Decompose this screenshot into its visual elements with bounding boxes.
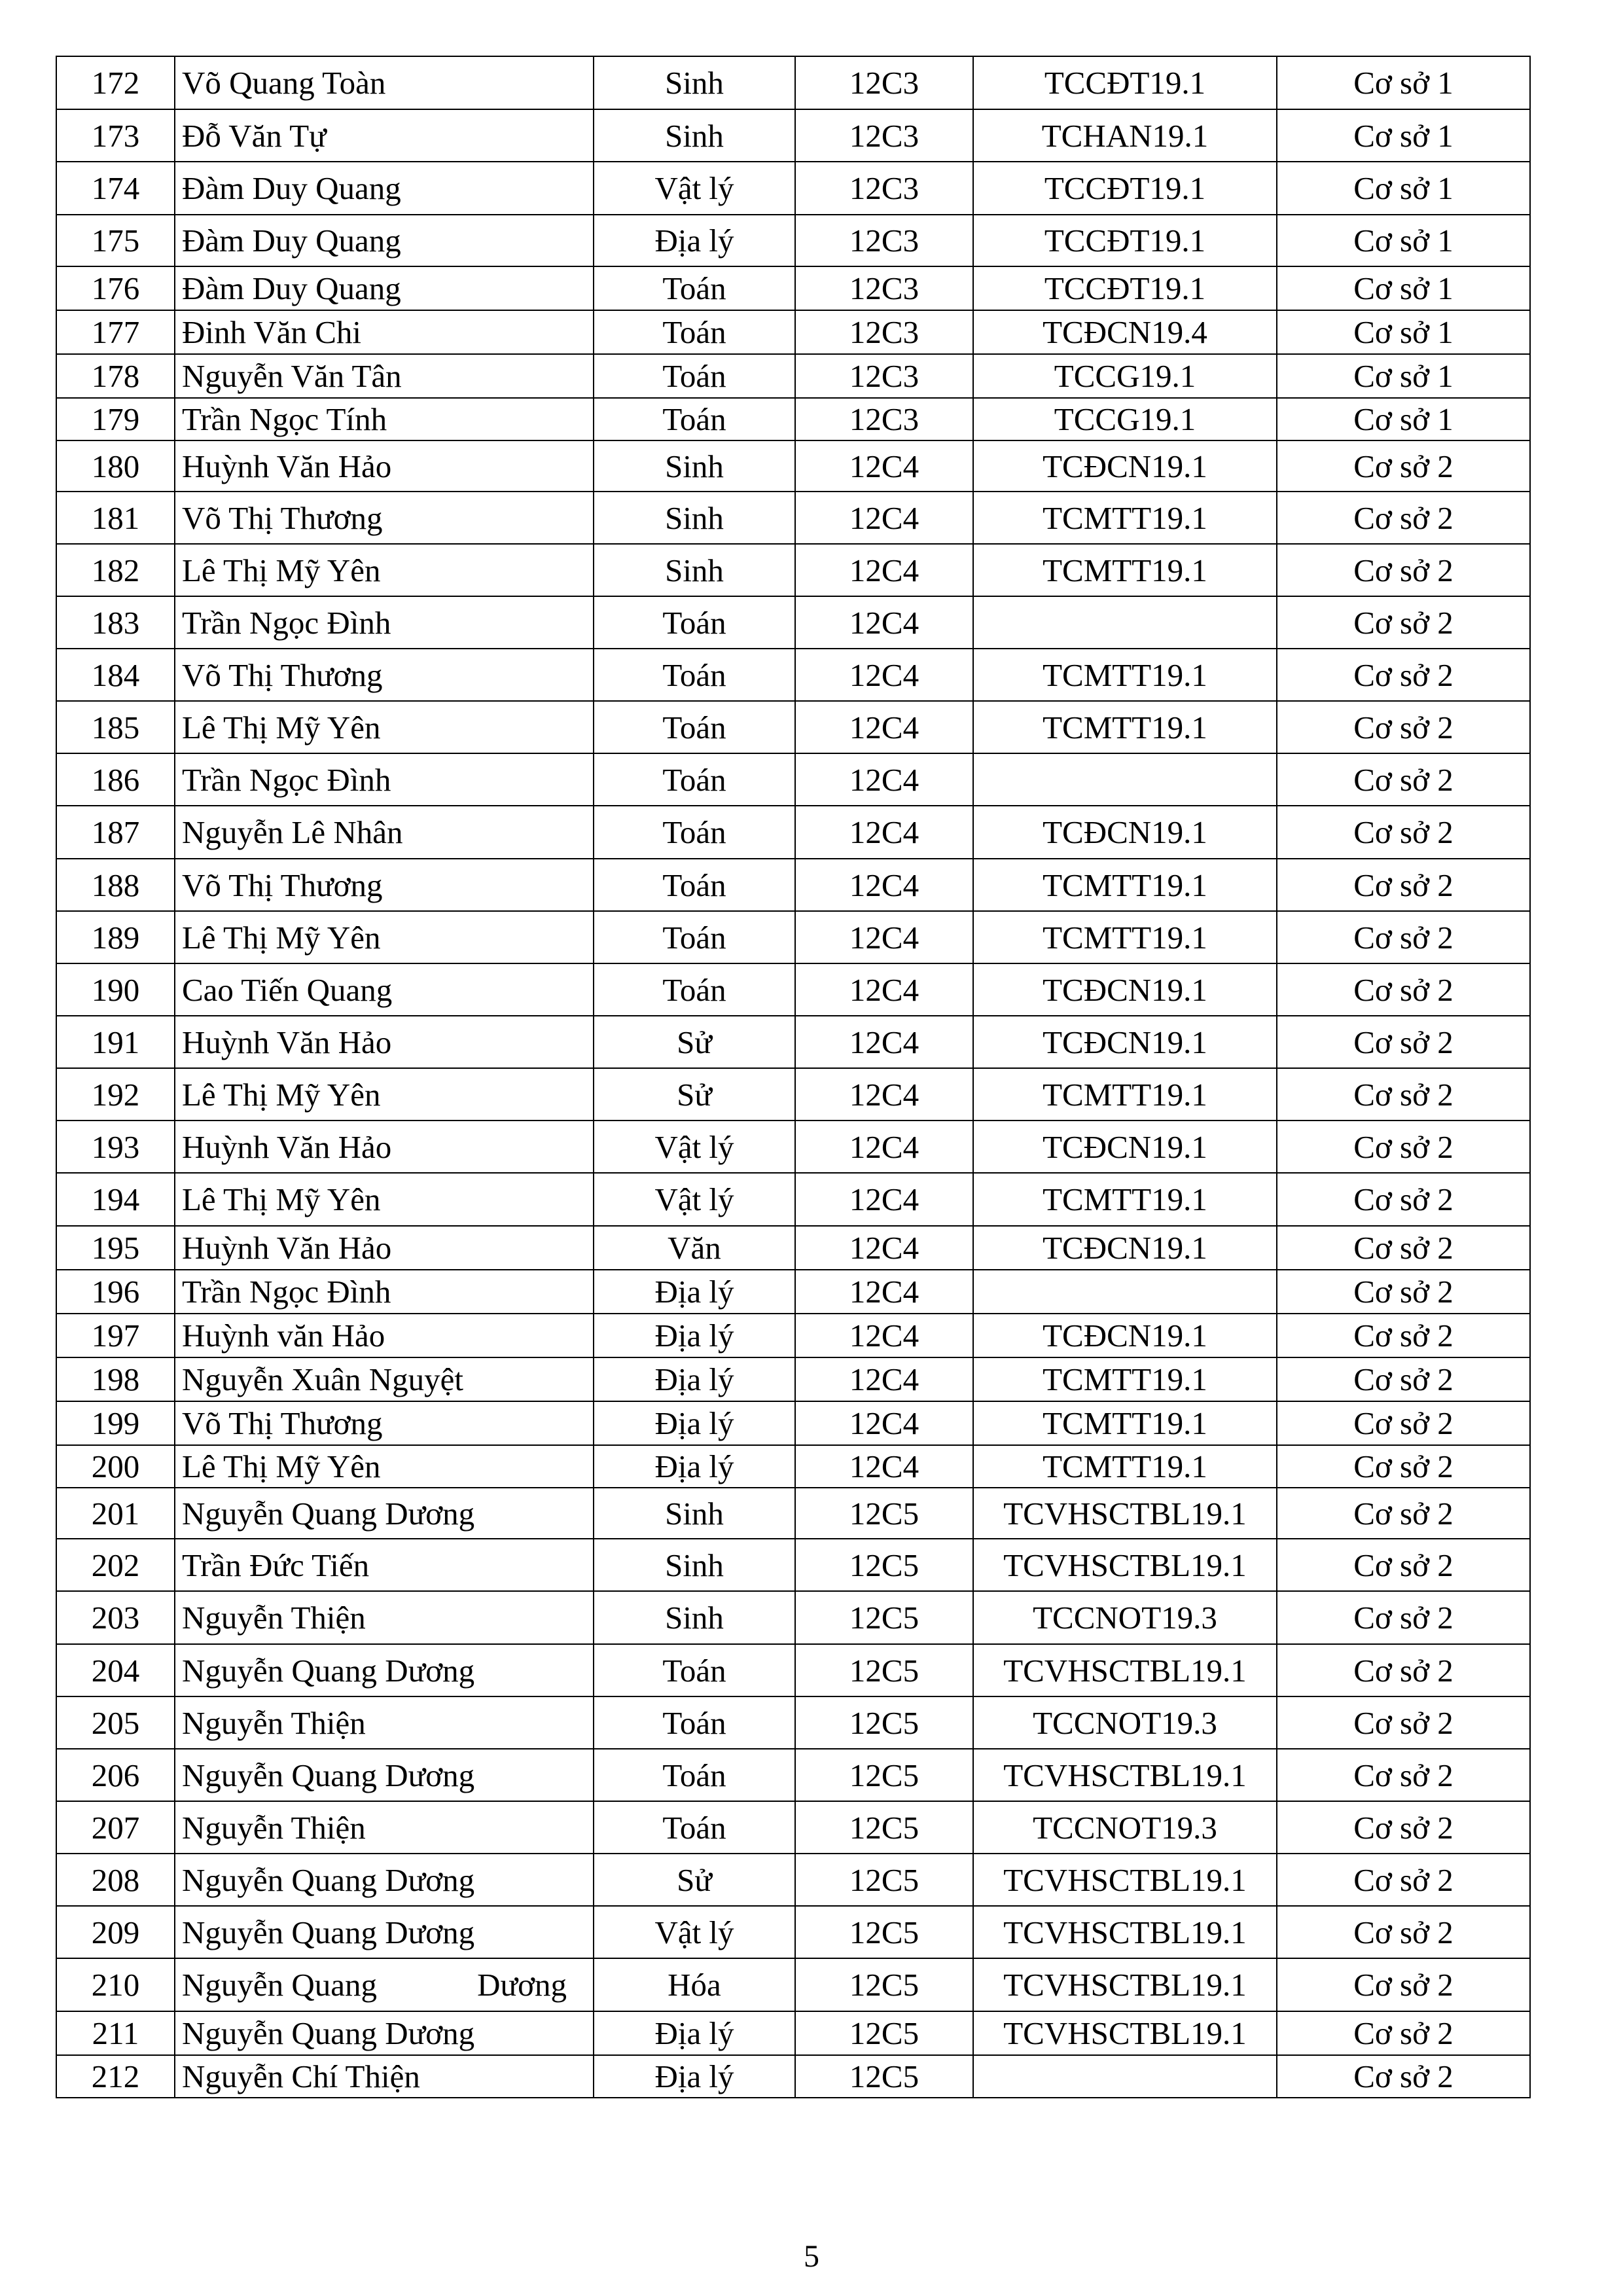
name-last-part: Dương — [477, 1967, 567, 2003]
cell-name: Nguyễn Thiện — [175, 1801, 594, 1854]
cell-code: TCMTT19.1 — [973, 859, 1277, 911]
cell-class: 12C3 — [795, 56, 973, 109]
cell-site: Cơ sở 2 — [1277, 1696, 1530, 1749]
cell-name: Huỳnh Văn Hảo — [175, 1016, 594, 1068]
cell-code: TCCNOT19.3 — [973, 1801, 1277, 1854]
cell-name: Huỳnh Văn Hảo — [175, 1226, 594, 1270]
cell-name: Nguyễn Thiện — [175, 1591, 594, 1644]
table-row — [56, 1226, 1530, 1270]
cell-no: 203 — [56, 1591, 175, 1644]
cell-class: 12C3 — [795, 398, 973, 440]
table-row — [56, 1906, 1530, 1958]
cell-site: Cơ sở 2 — [1277, 1401, 1530, 1445]
cell-name: Nguyễn Xuân Nguyệt — [175, 1357, 594, 1401]
cell-no: 206 — [56, 1749, 175, 1801]
cell-code: TCMTT19.1 — [973, 492, 1277, 544]
cell-subject: Sinh — [594, 1539, 795, 1591]
cell-subject: Địa lý — [594, 1314, 795, 1357]
cell-class: 12C5 — [795, 1591, 973, 1644]
cell-subject: Sinh — [594, 544, 795, 596]
table-row — [56, 266, 1530, 310]
cell-class: 12C3 — [795, 354, 973, 398]
cell-no: 207 — [56, 1801, 175, 1854]
table-row — [56, 806, 1530, 859]
cell-site: Cơ sở 2 — [1277, 2011, 1530, 2055]
table-row — [56, 701, 1530, 753]
cell-site: Cơ sở 2 — [1277, 1357, 1530, 1401]
table-row — [56, 354, 1530, 398]
table-row — [56, 544, 1530, 596]
cell-name: Nguyễn Quang Dương — [175, 2011, 594, 2055]
cell-class: 12C4 — [795, 544, 973, 596]
table-row — [56, 963, 1530, 1016]
table-row — [56, 1121, 1530, 1173]
cell-code: TCVHSCTBL19.1 — [973, 2011, 1277, 2055]
cell-name: Võ Quang Toàn — [175, 56, 594, 109]
cell-site: Cơ sở 2 — [1277, 1121, 1530, 1173]
cell-code: TCMTT19.1 — [973, 701, 1277, 753]
cell-code: TCVHSCTBL19.1 — [973, 1644, 1277, 1696]
cell-subject: Địa lý — [594, 1445, 795, 1488]
cell-code: TCVHSCTBL19.1 — [973, 1749, 1277, 1801]
cell-class: 12C4 — [795, 596, 973, 649]
cell-class: 12C4 — [795, 1401, 973, 1445]
cell-class: 12C3 — [795, 162, 973, 215]
cell-class: 12C4 — [795, 1173, 973, 1226]
cell-site: Cơ sở 2 — [1277, 1488, 1530, 1539]
cell-code: TCĐCN19.1 — [973, 1226, 1277, 1270]
cell-code: TCCNOT19.3 — [973, 1696, 1277, 1749]
cell-subject: Toán — [594, 806, 795, 859]
cell-class: 12C3 — [795, 310, 973, 354]
cell-site: Cơ sở 2 — [1277, 1270, 1530, 1314]
cell-name: Võ Thị Thương — [175, 1401, 594, 1445]
cell-class: 12C5 — [795, 1906, 973, 1958]
cell-name: Đinh Văn Chi — [175, 310, 594, 354]
cell-no: 173 — [56, 109, 175, 162]
cell-no: 212 — [56, 2055, 175, 2098]
cell-subject: Sinh — [594, 109, 795, 162]
cell-no: 200 — [56, 1445, 175, 1488]
cell-no: 196 — [56, 1270, 175, 1314]
table-row — [56, 1591, 1530, 1644]
table-row — [56, 162, 1530, 215]
cell-class: 12C5 — [795, 1539, 973, 1591]
table-row — [56, 1488, 1530, 1539]
table-row — [56, 649, 1530, 701]
table-row — [56, 1854, 1530, 1906]
cell-subject: Vật lý — [594, 1121, 795, 1173]
cell-site: Cơ sở 2 — [1277, 649, 1530, 701]
cell-name: Lê Thị Mỹ Yên — [175, 1445, 594, 1488]
cell-name: Võ Thị Thương — [175, 649, 594, 701]
cell-site: Cơ sở 2 — [1277, 963, 1530, 1016]
cell-no: 187 — [56, 806, 175, 859]
cell-code: TCVHSCTBL19.1 — [973, 1906, 1277, 1958]
cell-code: TCCG19.1 — [973, 398, 1277, 440]
page-number: 5 — [804, 2239, 819, 2274]
cell-subject: Địa lý — [594, 215, 795, 266]
table-row — [56, 1401, 1530, 1445]
cell-class: 12C4 — [795, 859, 973, 911]
cell-code: TCĐCN19.1 — [973, 1016, 1277, 1068]
cell-class: 12C4 — [795, 963, 973, 1016]
cell-site: Cơ sở 1 — [1277, 215, 1530, 266]
cell-site: Cơ sở 2 — [1277, 859, 1530, 911]
cell-name: Lê Thị Mỹ Yên — [175, 701, 594, 753]
cell-code: TCVHSCTBL19.1 — [973, 1488, 1277, 1539]
table-row — [56, 1445, 1530, 1488]
table-row — [56, 56, 1530, 109]
cell-code: TCMTT19.1 — [973, 1445, 1277, 1488]
cell-class: 12C3 — [795, 266, 973, 310]
cell-code: TCCĐT19.1 — [973, 56, 1277, 109]
cell-name: Đỗ Văn Tự — [175, 109, 594, 162]
cell-name: Nguyễn Thiện — [175, 1696, 594, 1749]
table-row — [56, 2011, 1530, 2055]
cell-site: Cơ sở 1 — [1277, 310, 1530, 354]
cell-site: Cơ sở 2 — [1277, 1539, 1530, 1591]
cell-no: 188 — [56, 859, 175, 911]
cell-code: TCMTT19.1 — [973, 1173, 1277, 1226]
cell-name: Nguyễn Văn Tân — [175, 354, 594, 398]
cell-class: 12C5 — [795, 1749, 973, 1801]
cell-subject: Toán — [594, 354, 795, 398]
cell-subject: Sinh — [594, 492, 795, 544]
cell-site: Cơ sở 1 — [1277, 109, 1530, 162]
cell-site: Cơ sở 2 — [1277, 492, 1530, 544]
cell-class: 12C5 — [795, 1644, 973, 1696]
cell-code: TCĐCN19.1 — [973, 806, 1277, 859]
cell-subject: Toán — [594, 649, 795, 701]
cell-subject: Toán — [594, 859, 795, 911]
table-row — [56, 753, 1530, 806]
cell-class: 12C4 — [795, 1270, 973, 1314]
cell-no: 180 — [56, 440, 175, 492]
cell-subject: Sinh — [594, 1591, 795, 1644]
cell-subject: Sinh — [594, 1488, 795, 1539]
cell-name: Trần Ngọc Đình — [175, 753, 594, 806]
cell-class: 12C5 — [795, 2011, 973, 2055]
cell-name: Lê Thị Mỹ Yên — [175, 1068, 594, 1121]
table-row — [56, 1696, 1530, 1749]
cell-site: Cơ sở 2 — [1277, 596, 1530, 649]
cell-code: TCCĐT19.1 — [973, 266, 1277, 310]
cell-code: TCCG19.1 — [973, 354, 1277, 398]
cell-code: TCMTT19.1 — [973, 1401, 1277, 1445]
cell-site: Cơ sở 2 — [1277, 1016, 1530, 1068]
cell-site: Cơ sở 2 — [1277, 440, 1530, 492]
cell-name — [175, 1958, 594, 2011]
cell-no: 209 — [56, 1906, 175, 1958]
cell-no: 192 — [56, 1068, 175, 1121]
cell-name: Cao Tiến Quang — [175, 963, 594, 1016]
cell-subject: Vật lý — [594, 1906, 795, 1958]
cell-site: Cơ sở 2 — [1277, 2055, 1530, 2098]
cell-subject: Toán — [594, 266, 795, 310]
cell-no: 177 — [56, 310, 175, 354]
cell-class: 12C4 — [795, 1121, 973, 1173]
table-row — [56, 1173, 1530, 1226]
cell-site: Cơ sở 1 — [1277, 162, 1530, 215]
cell-site: Cơ sở 2 — [1277, 1445, 1530, 1488]
table-row — [56, 1270, 1530, 1314]
cell-code — [973, 596, 1277, 649]
cell-code: TCMTT19.1 — [973, 544, 1277, 596]
cell-code: TCVHSCTBL19.1 — [973, 1539, 1277, 1591]
cell-no: 184 — [56, 649, 175, 701]
cell-name: Nguyễn Lê Nhân — [175, 806, 594, 859]
cell-no: 195 — [56, 1226, 175, 1270]
cell-name: Trần Ngọc Đình — [175, 596, 594, 649]
cell-site: Cơ sở 2 — [1277, 1958, 1530, 2011]
cell-site: Cơ sở 2 — [1277, 1749, 1530, 1801]
cell-name: Huỳnh văn Hảo — [175, 1314, 594, 1357]
cell-subject: Địa lý — [594, 1357, 795, 1401]
cell-subject: Văn — [594, 1226, 795, 1270]
cell-subject: Toán — [594, 911, 795, 963]
student-list-table — [56, 56, 1531, 2098]
cell-class: 12C4 — [795, 911, 973, 963]
cell-site: Cơ sở 2 — [1277, 1314, 1530, 1357]
cell-subject: Địa lý — [594, 2055, 795, 2098]
cell-subject: Toán — [594, 1696, 795, 1749]
cell-site: Cơ sở 1 — [1277, 354, 1530, 398]
cell-subject: Toán — [594, 1749, 795, 1801]
cell-name-spread — [182, 1969, 586, 2001]
cell-no: 205 — [56, 1696, 175, 1749]
table-row — [56, 1357, 1530, 1401]
table-row — [56, 398, 1530, 440]
cell-site: Cơ sở 2 — [1277, 753, 1530, 806]
cell-code: TCMTT19.1 — [973, 1068, 1277, 1121]
cell-site: Cơ sở 1 — [1277, 56, 1530, 109]
cell-subject: Sinh — [594, 56, 795, 109]
cell-name: Đàm Duy Quang — [175, 266, 594, 310]
cell-name: Nguyễn Quang Dương — [175, 1906, 594, 1958]
cell-name: Nguyễn Quang Dương — [175, 1644, 594, 1696]
cell-no: 172 — [56, 56, 175, 109]
cell-subject: Vật lý — [594, 162, 795, 215]
table-row — [56, 215, 1530, 266]
cell-code: TCCĐT19.1 — [973, 162, 1277, 215]
cell-class: 12C5 — [795, 1488, 973, 1539]
cell-class: 12C4 — [795, 1445, 973, 1488]
cell-subject: Địa lý — [594, 1401, 795, 1445]
cell-name: Huỳnh Văn Hảo — [175, 1121, 594, 1173]
cell-subject: Toán — [594, 753, 795, 806]
cell-site: Cơ sở 2 — [1277, 701, 1530, 753]
cell-code: TCĐCN19.1 — [973, 1121, 1277, 1173]
cell-class: 12C4 — [795, 1068, 973, 1121]
cell-class: 12C5 — [795, 1958, 973, 2011]
cell-site: Cơ sở 2 — [1277, 1068, 1530, 1121]
table-row — [56, 1539, 1530, 1591]
cell-subject: Toán — [594, 963, 795, 1016]
table-body — [56, 56, 1530, 2098]
cell-name: Nguyễn Quang Dương — [175, 1488, 594, 1539]
cell-class: 12C4 — [795, 440, 973, 492]
table-row — [56, 1068, 1530, 1121]
cell-no: 178 — [56, 354, 175, 398]
cell-name: Võ Thị Thương — [175, 492, 594, 544]
table-row — [56, 1644, 1530, 1696]
name-first-part: Nguyễn Quang — [182, 1967, 378, 2003]
cell-class: 12C4 — [795, 701, 973, 753]
cell-class: 12C3 — [795, 215, 973, 266]
cell-site: Cơ sở 2 — [1277, 806, 1530, 859]
cell-subject: Toán — [594, 701, 795, 753]
table-row — [56, 440, 1530, 492]
cell-site: Cơ sở 2 — [1277, 1644, 1530, 1696]
cell-no: 193 — [56, 1121, 175, 1173]
cell-name: Đàm Duy Quang — [175, 162, 594, 215]
cell-no: 201 — [56, 1488, 175, 1539]
cell-class: 12C4 — [795, 492, 973, 544]
cell-code: TCVHSCTBL19.1 — [973, 1854, 1277, 1906]
cell-no: 204 — [56, 1644, 175, 1696]
cell-class: 12C4 — [795, 649, 973, 701]
table-row — [56, 1801, 1530, 1854]
cell-name: Nguyễn Chí Thiện — [175, 2055, 594, 2098]
cell-no: 198 — [56, 1357, 175, 1401]
cell-no: 197 — [56, 1314, 175, 1357]
cell-class: 12C4 — [795, 1016, 973, 1068]
cell-code: TCMTT19.1 — [973, 1357, 1277, 1401]
cell-subject: Vật lý — [594, 1173, 795, 1226]
table-row — [56, 492, 1530, 544]
cell-site: Cơ sở 2 — [1277, 1801, 1530, 1854]
cell-no: 194 — [56, 1173, 175, 1226]
cell-no: 202 — [56, 1539, 175, 1591]
table-row — [56, 1314, 1530, 1357]
cell-code — [973, 2055, 1277, 2098]
cell-no: 210 — [56, 1958, 175, 2011]
cell-no: 181 — [56, 492, 175, 544]
cell-site: Cơ sở 2 — [1277, 1906, 1530, 1958]
cell-no: 186 — [56, 753, 175, 806]
cell-code: TCĐCN19.1 — [973, 1314, 1277, 1357]
cell-no: 175 — [56, 215, 175, 266]
cell-subject: Sử — [594, 1854, 795, 1906]
cell-site: Cơ sở 2 — [1277, 911, 1530, 963]
cell-class: 12C4 — [795, 1314, 973, 1357]
cell-code: TCĐCN19.1 — [973, 440, 1277, 492]
cell-class: 12C5 — [795, 1854, 973, 1906]
cell-class: 12C4 — [795, 1226, 973, 1270]
cell-name: Lê Thị Mỹ Yên — [175, 911, 594, 963]
cell-site: Cơ sở 2 — [1277, 1173, 1530, 1226]
cell-class: 12C5 — [795, 1801, 973, 1854]
cell-site: Cơ sở 2 — [1277, 1854, 1530, 1906]
cell-no: 176 — [56, 266, 175, 310]
cell-no: 189 — [56, 911, 175, 963]
cell-subject: Sinh — [594, 440, 795, 492]
table-row — [56, 310, 1530, 354]
cell-name: Trần Ngọc Đình — [175, 1270, 594, 1314]
cell-name: Nguyễn Quang Dương — [175, 1854, 594, 1906]
cell-name: Đàm Duy Quang — [175, 215, 594, 266]
cell-subject: Toán — [594, 398, 795, 440]
cell-class: 12C3 — [795, 109, 973, 162]
cell-code: TCVHSCTBL19.1 — [973, 1958, 1277, 2011]
cell-code: TCCĐT19.1 — [973, 215, 1277, 266]
cell-no: 199 — [56, 1401, 175, 1445]
cell-name: Lê Thị Mỹ Yên — [175, 1173, 594, 1226]
table-row — [56, 109, 1530, 162]
cell-site: Cơ sở 1 — [1277, 398, 1530, 440]
cell-class: 12C4 — [795, 806, 973, 859]
cell-code — [973, 753, 1277, 806]
cell-no: 174 — [56, 162, 175, 215]
cell-class: 12C5 — [795, 2055, 973, 2098]
table-row — [56, 2055, 1530, 2098]
cell-code: TCCNOT19.3 — [973, 1591, 1277, 1644]
cell-subject: Toán — [594, 596, 795, 649]
cell-subject: Sử — [594, 1068, 795, 1121]
cell-class: 12C4 — [795, 753, 973, 806]
cell-subject: Sử — [594, 1016, 795, 1068]
cell-subject: Hóa — [594, 1958, 795, 2011]
cell-no: 208 — [56, 1854, 175, 1906]
cell-site: Cơ sở 2 — [1277, 1591, 1530, 1644]
cell-code: TCMTT19.1 — [973, 911, 1277, 963]
cell-site: Cơ sở 2 — [1277, 1226, 1530, 1270]
cell-no: 191 — [56, 1016, 175, 1068]
table-row — [56, 911, 1530, 963]
cell-name: Võ Thị Thương — [175, 859, 594, 911]
cell-name: Nguyễn Quang Dương — [175, 1749, 594, 1801]
cell-no: 190 — [56, 963, 175, 1016]
cell-code: TCHAN19.1 — [973, 109, 1277, 162]
cell-no: 183 — [56, 596, 175, 649]
cell-no: 179 — [56, 398, 175, 440]
table-row — [56, 1016, 1530, 1068]
cell-code: TCĐCN19.1 — [973, 963, 1277, 1016]
cell-class: 12C5 — [795, 1696, 973, 1749]
cell-subject: Địa lý — [594, 1270, 795, 1314]
table-row — [56, 1958, 1530, 2011]
cell-name: Trần Đức Tiến — [175, 1539, 594, 1591]
cell-site: Cơ sở 1 — [1277, 266, 1530, 310]
cell-code: TCMTT19.1 — [973, 649, 1277, 701]
cell-no: 211 — [56, 2011, 175, 2055]
cell-subject: Toán — [594, 310, 795, 354]
table-row — [56, 596, 1530, 649]
cell-name: Lê Thị Mỹ Yên — [175, 544, 594, 596]
cell-code — [973, 1270, 1277, 1314]
cell-name: Trần Ngọc Tính — [175, 398, 594, 440]
cell-no: 185 — [56, 701, 175, 753]
cell-code: TCĐCN19.4 — [973, 310, 1277, 354]
cell-subject: Toán — [594, 1801, 795, 1854]
cell-no: 182 — [56, 544, 175, 596]
cell-name: Huỳnh Văn Hảo — [175, 440, 594, 492]
table-row — [56, 859, 1530, 911]
table-row — [56, 1749, 1530, 1801]
cell-subject: Địa lý — [594, 2011, 795, 2055]
cell-class: 12C4 — [795, 1357, 973, 1401]
cell-site: Cơ sở 2 — [1277, 544, 1530, 596]
cell-subject: Toán — [594, 1644, 795, 1696]
